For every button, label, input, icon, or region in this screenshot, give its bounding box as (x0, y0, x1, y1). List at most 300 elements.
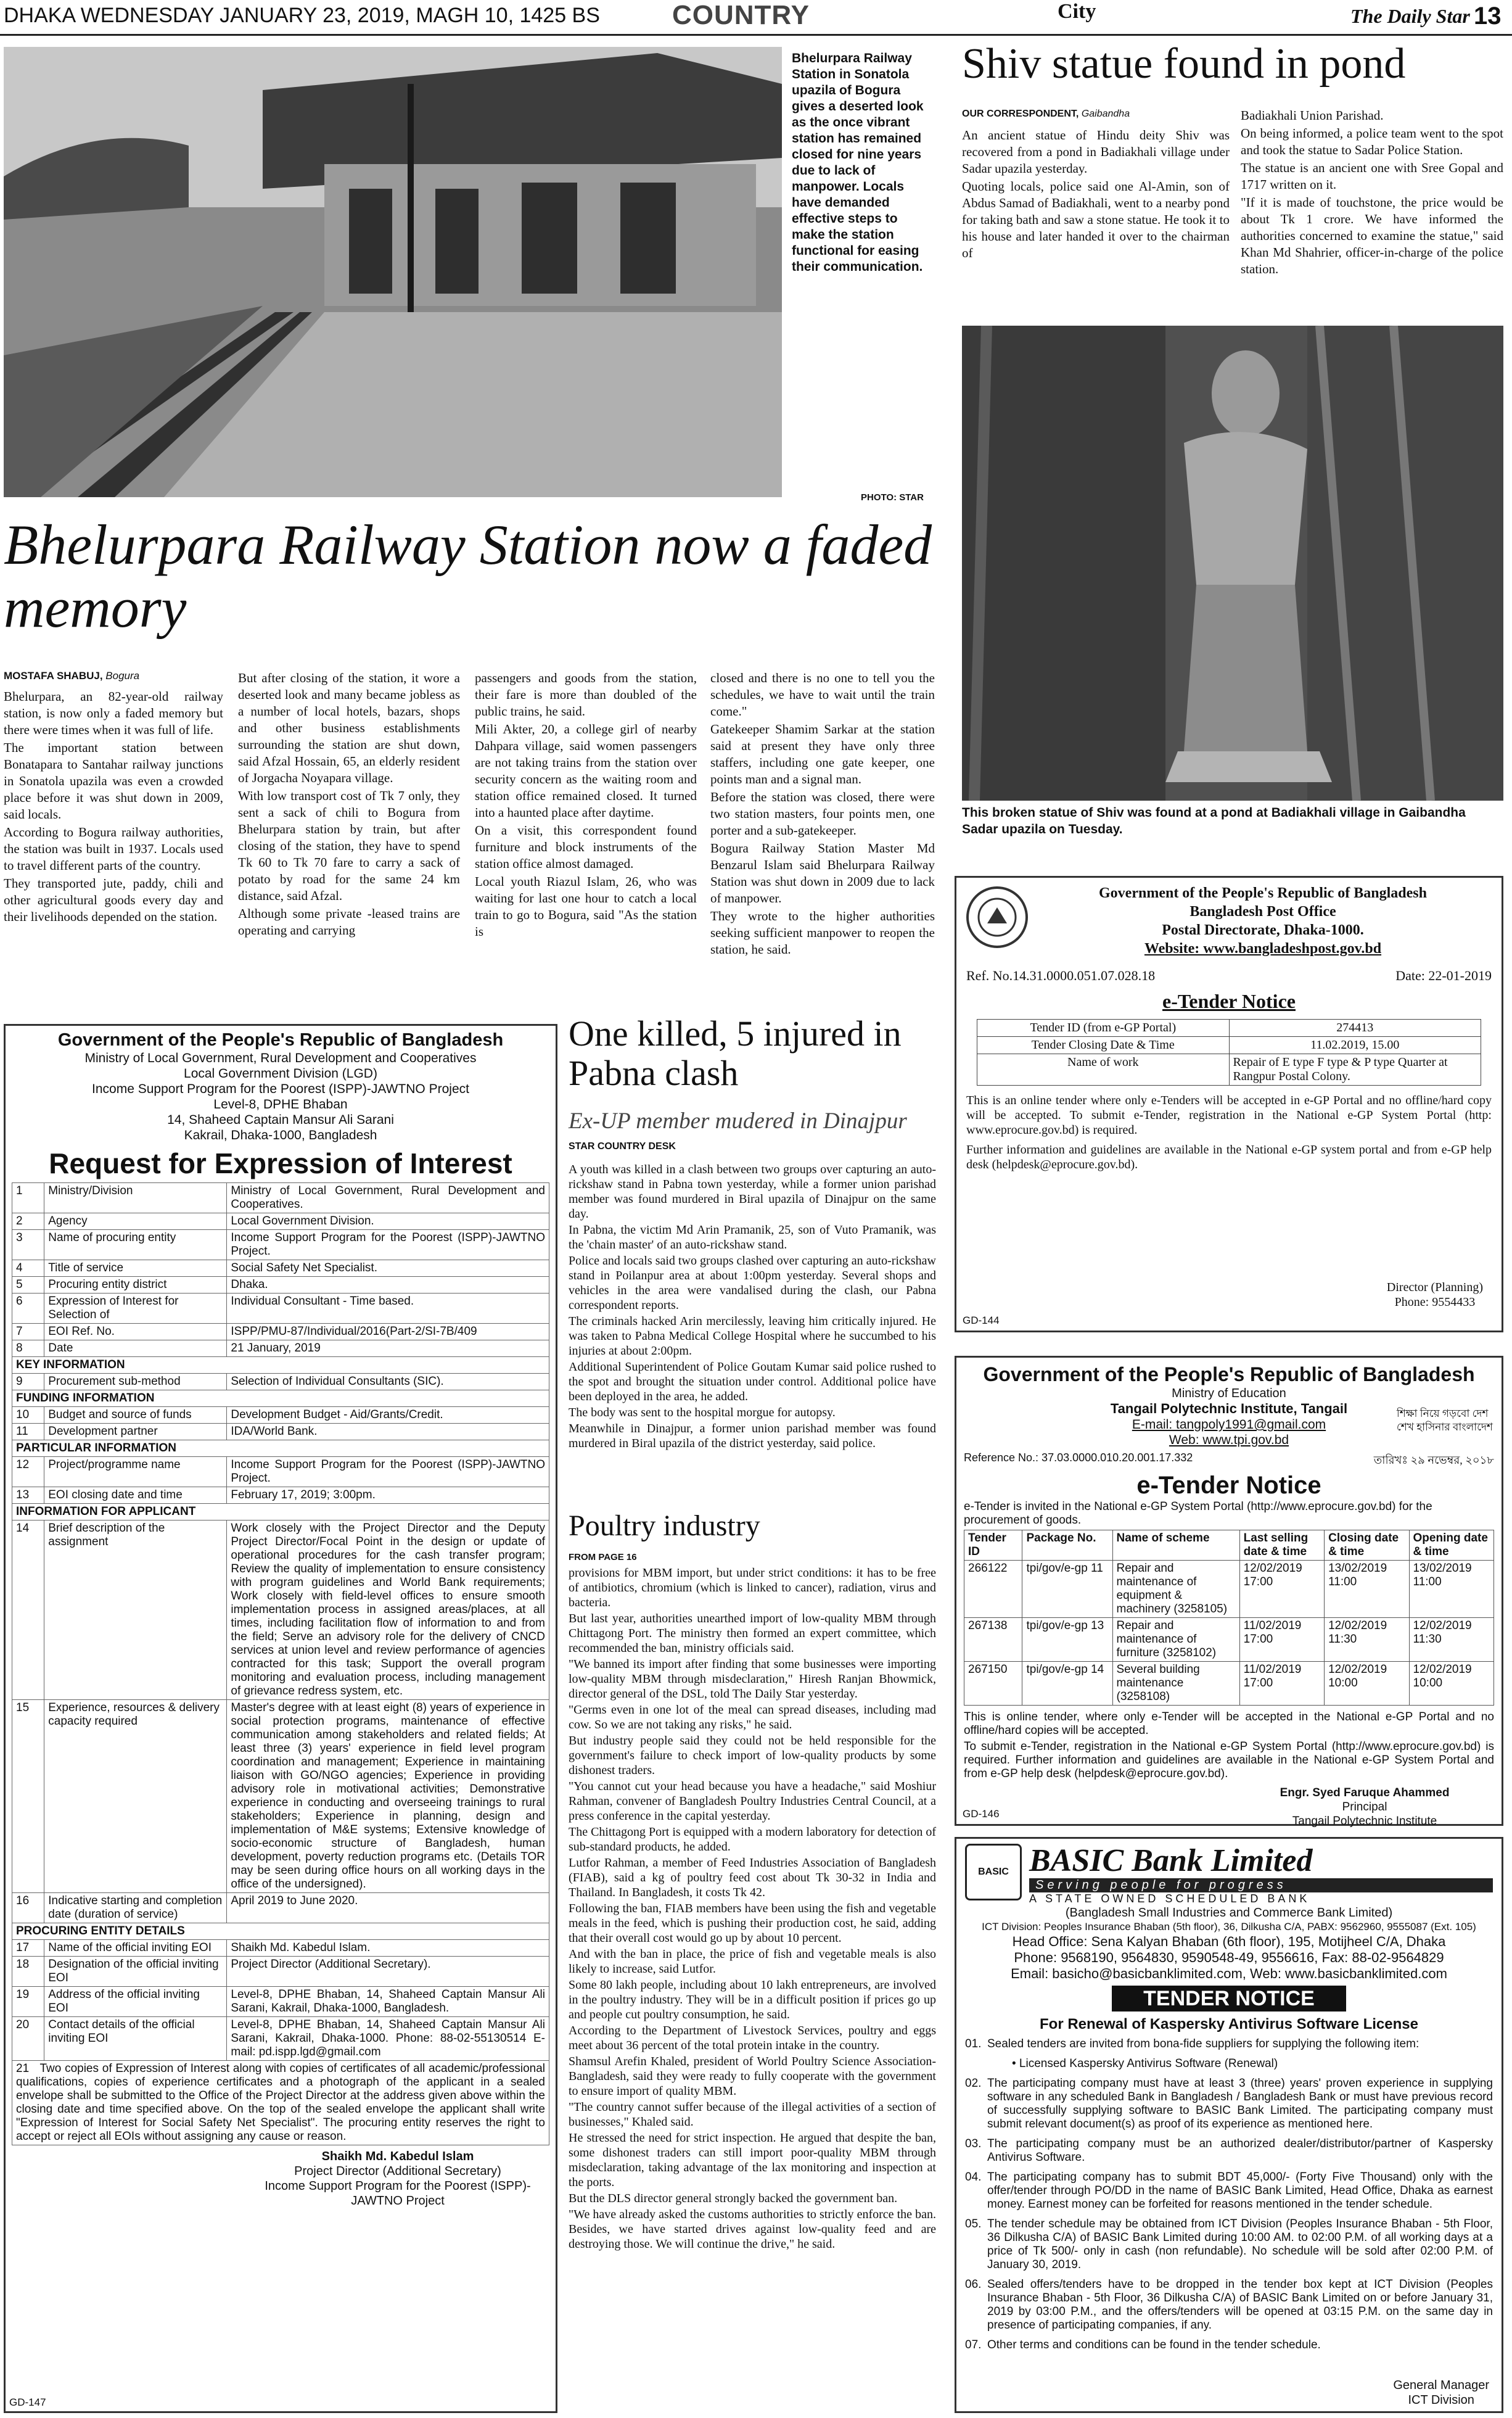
post-title: e-Tender Notice (1162, 990, 1296, 1012)
row-number: 2 (12, 1213, 44, 1230)
table-cell: Several building maintenance (3258108) (1112, 1662, 1239, 1706)
basic-phone: Phone: 9568190, 9564830, 9590548-49, 9556616, Fax: 88-02-9564829 (1014, 1950, 1444, 1965)
address-line: Income Support Program for the Poorest (ISPP)-JAWTNO Project (92, 1082, 469, 1096)
basic-slogan: Serving people for progress (1029, 1878, 1493, 1892)
paragraph: The important station between Bonatapara to Santahar railway junctions in Sonatola upazila was even a crowded place before it was shut down in 2009, said locals. (4, 740, 223, 822)
paragraph: Bhelurpara, an 82-year-old railway station, is now only a faded memory but there were times when it was full of life. (4, 689, 223, 737)
tangail-ref: Reference No.: 37.03.0000.010.20.001.17.332 (964, 1451, 1193, 1464)
table-cell: 12/02/2019 10:00 (1325, 1662, 1409, 1706)
eoi-row (12, 1957, 549, 1987)
signatory-project: Income Support Program for the Poorest (ISPP)-JAWTNO Project (265, 2179, 531, 2208)
table-row (964, 1561, 1494, 1618)
row-value: Development Budget - Aid/Grants/Credit. (227, 1407, 549, 1424)
row-label: Development partner (44, 1424, 227, 1440)
row-label: Procurement sub-method (44, 1374, 227, 1390)
issue-date: DHAKA WEDNESDAY JANUARY 23, 2019, MAGH 10, 1425 BS (4, 4, 600, 27)
row-value: IDA/World Bank. (227, 1424, 549, 1440)
table-cell: tpi/gov/e-gp 11 (1022, 1561, 1112, 1618)
clause-text: The participating company has to submit BDT 45,000/- (Forty Five Thousand) only with the offer/tender through PO/DD in the name of BASIC Bank Limited, Head Office, Dhaka as earnest money. Earnest money can be forfeited for reasons mentioned in the tender schedule. (987, 2171, 1493, 2211)
paragraph: On a visit, this correspondent found furniture and block instruments of the station office almost damaged. (475, 823, 697, 871)
shiv-column-1 (962, 127, 1230, 263)
row-number: 17 (12, 1940, 44, 1957)
eoi-row (12, 1923, 549, 1940)
paragraph: A youth was killed in a clash between two groups over capturing an auto-rickshaw stand in Pabna town yesterday, while a former union parishad member was found murdered in Biral upazila of Dinajpur on the same day. (569, 1163, 936, 1221)
clause-number: 07. (965, 2338, 982, 2351)
eoi-gov-title: Government of the People's Republic of Bangladesh (57, 1030, 504, 1050)
page-number: 13 (1474, 2, 1502, 30)
tender-clause (965, 2278, 1493, 2332)
row-label: EOI closing date and time (44, 1487, 227, 1504)
row-label: Tender Closing Date & Time (977, 1037, 1229, 1054)
row-label: Name of procuring entity (44, 1230, 227, 1260)
tangail-slogan (1397, 1407, 1493, 1434)
tangail-tender (955, 1356, 1503, 1826)
table-cell: 267150 (964, 1662, 1022, 1706)
row-value: Ministry of Local Government, Rural Development and Cooperatives. (227, 1183, 549, 1213)
post-signatory: Director (Planning) (1386, 1281, 1483, 1294)
row-label: Name of the official inviting EOI (44, 1940, 227, 1957)
railway-station-photo (4, 47, 782, 497)
byline-name: MOSTAFA SHABUJ, (4, 670, 103, 682)
paragraph: closed and there is no one to tell you the schedules, we have to wait until the train come." (710, 671, 935, 719)
paragraph: He stressed the need for strict inspection. He argued that despite the ban, some dishonest traders can still import poor-quality MBM through misdeclaration, taking advantage of the lax monitoring and inspection at the ports. (569, 2131, 936, 2189)
paragraph: Some 80 lakh people, including about 10 lakh entrepreneurs, are involved in the poultry industry. They will be in a difficult position if prices go up and people cut poultry consumption, he said. (569, 1978, 936, 2021)
eoi-section-header: KEY INFORMATION (12, 1357, 549, 1374)
post-office-name: Bangladesh Post Office (1189, 904, 1336, 920)
row-number: 16 (12, 1893, 44, 1923)
row-number: 12 (12, 1457, 44, 1487)
tender-clause (965, 2338, 1493, 2352)
table-cell: 12/02/2019 11:30 (1409, 1618, 1494, 1662)
basic-ict: ICT Division: Peoples Insurance Bhaban (5th floor), 36, Dilkusha C/A, PABX: 9562960, 9555087 (Ext. 105) (982, 1921, 1476, 1933)
signatory-name: Shaikh Md. Kabedul Islam (321, 2150, 474, 2163)
table-cell: 12/02/2019 11:30 (1325, 1618, 1409, 1662)
paper-name: The Daily Star (1350, 5, 1470, 27)
paragraph: Additional Superintendent of Police Goutam Kumar said police rushed to the spot and brought the situation under control. Additional police have been deployed in the area, he added. (569, 1360, 936, 1403)
row-value: Individual Consultant - Time based. (227, 1294, 549, 1324)
paragraph: Local youth Riazul Islam, 26, who was waiting for last one hour to catch a local train to go to Bogura, said "As the station is (475, 874, 697, 939)
address-line: Level-8, DPHE Bhaban (213, 1097, 348, 1112)
paragraph: Following the ban, FIAB members have been using the fish and vegetable meals in the feed, which is pushing their production cost, he said, adding that their overall cost would go up by about 10 percent. (569, 1902, 936, 1945)
post-ref: Ref. No.14.31.0000.051.07.028.18 (966, 968, 1156, 983)
paragraph: But after closing of the station, it wore a deserted look and many became jobless as a number of local hotels, bazars, shops and other business establishments surrounding the station are shut down, said Afzal Hossain, 65, an elderly resident of Jorgacha Noyapara village. (238, 671, 460, 785)
eoi-advertisement (4, 1024, 557, 2413)
eoi-row (12, 1700, 549, 1893)
clause-number: 04. (965, 2171, 982, 2184)
paragraph: Bogura Railway Station Master Md Benzarul Islam said Bhelurpara Railway Station was shut down in 2009 due to lack of manpower. (710, 841, 935, 906)
eoi-row (12, 1183, 549, 1213)
sub-section: City (1058, 0, 1096, 23)
eoi-row (12, 1504, 549, 1521)
shiv-headline: Shiv statue found in pond (962, 40, 1406, 88)
clause-number: 01. (965, 2037, 982, 2050)
slogan-line: শেখ হাসিনার বাংলাদেশ (1396, 1421, 1493, 1433)
table-cell: tpi/gov/e-gp 14 (1022, 1662, 1112, 1706)
eoi-section-header: PROCURING ENTITY DETAILS (12, 1923, 549, 1940)
row-label: Address of the official inviting EOI (44, 1987, 227, 2017)
eoi-row (12, 1213, 549, 1230)
row-label: Indicative starting and completion date (duration of service) (44, 1893, 227, 1923)
tangail-tender-table (964, 1530, 1494, 1706)
paragraph: Shamsul Arefin Khaled, president of World Poultry Science Association-Bangladesh, said they were ready to fully cooperate with the government to ensure import of quality MBM. (569, 2055, 936, 2098)
eoi-row (12, 1390, 549, 1407)
row-number: 19 (12, 1987, 44, 2017)
row-number: 10 (12, 1407, 44, 1424)
eoi-section-header: FUNDING INFORMATION (12, 1390, 549, 1407)
paragraph: Mili Akter, 20, a college girl of nearby Dahpara village, said women passengers are not taking trains from the station over security concern as the waiting room and station office remained closed. It turned into a haunted place after daytime. (475, 722, 697, 820)
poultry-jump: FROM PAGE 16 (569, 1552, 637, 1562)
tangail-email: E-mail: tangpoly1991@gmail.com (1132, 1417, 1326, 1432)
table-cell: 11/02/2019 17:00 (1239, 1662, 1324, 1706)
paragraph: The criminals hacked Arin mercilessly, leaving him critically injured. He was taken to Pabna Medical College Hospital where he succumbed to his injuries at about 2:00pm. (569, 1314, 936, 1358)
tender-clause (965, 2137, 1493, 2164)
clause-number: 02. (965, 2077, 982, 2090)
tangail-intro: e-Tender is invited in the National e-GP System Portal (http://www.eprocure.gov.bd) for the procurement of goods. (964, 1500, 1432, 1527)
paragraph: According to the Department of Livestock Services, poultry and eggs meet about 36 percent of the total protein intake in the country. (569, 2024, 936, 2052)
row-number: 3 (12, 1230, 44, 1260)
row-value: Master's degree with at least eight (8) years of experience in social protection programs, maintenance of effective communication among stakeholders and related fields; At least three (3) years' experience in field level program coordination and management; Experience in maintaining liaison with GO/NGO agencies; Experience in providing advisory role in motivational activities; Demonstrative experience in conducting and overseeing trainings to rural stakeholders; Experience in planning, design and implementation of M&E systems; Extensive knowledge of socio-economic structure of Bangladesh, human development, poverty reduction programs etc. (Details TOR may be seen during office hours on all working days in the office of the undersigned). (227, 1700, 549, 1893)
post-tender-table (977, 1019, 1481, 1086)
row-value: Repair of E type F type & P type Quarter at Rangpur Postal Colony. (1229, 1054, 1481, 1086)
row-value: 11.02.2019, 15.00 (1229, 1037, 1481, 1054)
post-phone: Phone: 9554433 (1394, 1295, 1476, 1309)
table-header: Last selling date & time (1239, 1530, 1324, 1561)
clause-text: Other terms and conditions can be found in the tender schedule. (987, 2338, 1321, 2351)
paragraph: But industry people said they could not be held responsible for the government's failure to check import of low-quality products by some dishonest traders. (569, 1734, 936, 1777)
paragraph: "If it is made of touchstone, the price would be about Tk 1 crore. We have informed the authorities concerned to examine the statue," said Khan Md Shahrier, officer-in-charge of the police station. (1241, 195, 1503, 276)
eoi-row (12, 1324, 549, 1340)
row-label: Designation of the official inviting EOI (44, 1957, 227, 1987)
pabna-byline: STAR COUNTRY DESK (569, 1141, 676, 1152)
row-label: Experience, resources & delivery capacity required (44, 1700, 227, 1893)
shiv-byline (962, 109, 1130, 120)
row-label: Expression of Interest for Selection of (44, 1294, 227, 1324)
shiv-column-2 (1241, 107, 1503, 279)
post-para-1: This is an online tender where only e-Tenders will be accepted in e-GP Portal and no offline/hard copy will be accepted. To submit e-Tender, registration in the National e-GP System Portal (http: www.eprocure.gov.bd) is required. (966, 1094, 1492, 1137)
row-text: Two copies of Expression of Interest along with copies of certificates of all academic/professional qualifications, copies of experience certificates and a photograph of the applicant in a sealed envelope shall be submitted to the Office of the Project Director at the address given above within the closing date and time specified above. On the top of the sealed envelope the applicant shall write "Expression of Interest for Social Safety Net Specialist". The procuring entity reserves the right to accept or reject all EOIs without assigning any cause or reason. (16, 2062, 546, 2143)
basic-full-name: (Bangladesh Small Industries and Commerce Bank Limited) (1065, 1906, 1393, 1920)
eoi-row (12, 1521, 549, 1700)
bhelurpara-column-4 (710, 670, 935, 959)
poultry-body (569, 1566, 936, 2253)
basic-header (965, 1844, 1493, 1905)
bhelurpara-column-3 (475, 670, 697, 941)
paragraph: "You cannot cut your head because you have a headache," said Moshiur Rahman, convener of Bangladesh Poultry Industries Central Council, at a press conference in the capital yesterday. (569, 1780, 936, 1823)
clause-number: 05. (965, 2218, 982, 2230)
shiv-statue-photo (962, 326, 1503, 801)
tender-clause (965, 2057, 1493, 2071)
basic-items (965, 2037, 1493, 2352)
paragraph: An ancient statue of Hindu deity Shiv was recovered from a pond in Badiakhali village under Sadar upazila yesterday. (962, 128, 1230, 176)
row-label: Project/programme name (44, 1457, 227, 1487)
eoi-address (12, 1050, 549, 1143)
clause-text: The tender schedule may be obtained from ICT Division (Peoples Insurance Bhaban - 5th Floor, 36 Dilkusha C/A) of BASIC Bank Limited during 10:00 AM. to 02:00 P.M. of all working days at a price of Tk 500/- only in cash (non refundable). No schedule will be sold after 02:00 P.M. of January 30, 2019. (987, 2218, 1493, 2271)
post-para-2: Further information and guidelines are available in the National e-GP system portal and from e-GP help desk (helpdesk@eprocure.gov.bd). (966, 1143, 1492, 1171)
paragraph: Before the station was closed, there were two station masters, four points men, one porter and a sub-gatekeeper. (710, 790, 935, 838)
row-number: 18 (12, 1957, 44, 1987)
address-line: Local Government Division (LGD) (184, 1067, 377, 1081)
basic-state: A STATE OWNED SCHEDULED BANK (1029, 1892, 1310, 1905)
tangail-para-2: To submit e-Tender, registration in the National e-GP System Portal (http://www.eprocure.gov.bd) is required. Further information and guidelines are available in the National e-GP System Portal and from e-GP help desk (helpdesk@eprocure.gov.bd). (964, 1740, 1494, 1780)
table-cell: Repair and maintenance of equipment & machinery (3258105) (1112, 1561, 1239, 1618)
tender-clause (965, 2218, 1493, 2272)
table-row (964, 1662, 1494, 1706)
basic-signature (1393, 2378, 1489, 2408)
table-header: Name of scheme (1112, 1530, 1239, 1561)
paragraph: Police and locals said two groups clashed over capturing an auto-rickshaw stand in Poilanpur area at about 1:00pm yesterday. Several shops and vehicles in the area were vandalised during the clash, our Pabna correspondent reports. (569, 1254, 936, 1312)
paragraph: Lutfor Rahman, a member of Feed Industries Association of Bangladesh (FIAB), said a kg of poultry feed cost about Tk 30-32 in India and Thailand. In Bangladesh, it costs Tk 42. (569, 1856, 936, 1899)
paragraph: Although some private -leased trains are operating and carrying (238, 906, 460, 938)
table-header: Opening date & time (1409, 1530, 1494, 1561)
row-value: Income Support Program for the Poorest (ISPP)-JAWTNO Project. (227, 1230, 549, 1260)
table-cell: 266122 (964, 1561, 1022, 1618)
clause-number: 03. (965, 2137, 982, 2150)
row-number: 20 (12, 2017, 44, 2061)
row-number: 1 (12, 1183, 44, 1213)
tangail-gov: Government of the People's Republic of Bangladesh (983, 1363, 1475, 1385)
paragraph: "The country cannot suffer because of the illegal activities of a section of businesses," Khaled said. (569, 2100, 936, 2129)
eoi-row-21 (12, 2061, 549, 2145)
row-label: Procuring entity district (44, 1277, 227, 1294)
eoi-signature (246, 2149, 549, 2208)
bhelurpara-column-1 (4, 688, 223, 926)
eoi-row (12, 1374, 549, 1390)
tangail-para-1: This is online tender, where only e-Tender will be accepted in the National e-GP Portal and no offline/hard copies will be accepted. (964, 1710, 1494, 1737)
table-cell: 11/02/2019 17:00 (1239, 1618, 1324, 1662)
clause-text: Sealed offers/tenders have to be dropped in the tender box kept at ICT Division (Peoples Insurance Bhaban - 5th Floor, 36 Dilkusha C/A) of BASIC Bank Limited on or before January 31, 2019 by 03:00 P.M., and the offers/tenders will be opened at 03:15 P.M. on the same day in presence of participating companies, if any. (987, 2278, 1493, 2332)
ad-code: GD-144 (963, 1314, 1000, 1326)
post-directorate: Postal Directorate, Dhaka-1000. (1162, 922, 1364, 938)
paragraph: "Germs even in one lot of the meal can spread diseases, including mad cow. So we are not taking any risks," he said. (569, 1703, 936, 1731)
paragraph: They wrote to the higher authorities seeking sufficient manpower to reopen the station, he said. (710, 909, 935, 957)
bhelurpara-column-2 (238, 670, 460, 940)
bhelurpara-headline: Bhelurpara Railway Station now a faded memory (4, 513, 932, 639)
row-number: 13 (12, 1487, 44, 1504)
tangail-signature (1235, 1786, 1494, 1828)
paragraph: And with the ban in place, the price of fish and vegetable meals is also likely to increase, said Lutfor. (569, 1947, 936, 1976)
table-cell: Repair and maintenance of furniture (3258102) (1112, 1618, 1239, 1662)
row-label: Date (44, 1340, 227, 1357)
tender-clause (965, 2037, 1493, 2051)
row-value: April 2019 to June 2020. (227, 1893, 549, 1923)
row-value: Selection of Individual Consultants (SIC). (227, 1374, 549, 1390)
paragraph: The statue is an ancient one with Sree Gopal and 1717 written on it. (1241, 160, 1503, 192)
tangail-date: তারিখঃ ২৯ নভেম্বর, ২০১৮ (1373, 1454, 1494, 1466)
basic-division: ICT Division (1408, 2393, 1474, 2407)
row-value: 274413 (1229, 1020, 1481, 1037)
railway-photo-caption: Bhelurpara Railway Station in Sonatola upazila of Bogura gives a deserted look as the once vibrant station has remained closed for nine years due to lack of manpower. Locals have demanded effective steps to make the station functional for easing their communication. (792, 51, 924, 274)
eoi-row (12, 1424, 549, 1440)
paragraph: They transported jute, paddy, chili and other agricultural goods every day and their livelihoods depended on the station. (4, 876, 223, 924)
paragraph: passengers and goods from the station, their fare is more than doubled of the public trains, he said. (475, 671, 697, 719)
slogan-line: শিক্ষা নিয়ে গড়বো দেশ (1396, 1408, 1489, 1419)
eoi-table (12, 1182, 549, 2061)
byline-name: OUR CORRESPONDENT, (962, 109, 1079, 119)
table-cell: 13/02/2019 11:00 (1325, 1561, 1409, 1618)
tangail-designation: Principal (1342, 1801, 1387, 1814)
row-value: Work closely with the Project Director and the Deputy Project Director/Focal Point in the design or update of operational procedures for the cash transfer program; Review the quality of implementation to ensure consistency with program guidelines and World Bank requirements; Work closely with field-level offices to ensure smooth implementation process in assigned areas/places, at all times, including facilitation flow of information to and from the field; Serve an advisory role for the delivery of CNCD services at union level and review performance of agencies contracted for this task; Support the overall program monitoring and evaluation process, including management of grievance redress system, etc. (227, 1521, 549, 1700)
paragraph: Quoting locals, police said one Al-Amin, son of Abdus Samad of Badiakhali, went to a nearby pond for taking bath and saw a stone statue. He took it to his house and later handed it over to the chairman of (962, 179, 1230, 260)
eoi-title: Request for Expression of Interest (49, 1147, 512, 1179)
post-table-row (977, 1054, 1481, 1086)
railway-photo-illustration (4, 47, 782, 497)
table-cell: tpi/gov/e-gp 13 (1022, 1618, 1112, 1662)
tangail-title: e-Tender Notice (1136, 1472, 1321, 1499)
row-label: Contact details of the official inviting EOI (44, 2017, 227, 2061)
eoi-row (12, 1277, 549, 1294)
row-value: Level-8, DPHE Bhaban, 14, Shaheed Captain Mansur Ali Sarani, Kakrail, Dhaka-1000, Bangladesh. (227, 1987, 549, 2017)
paragraph: According to Bogura railway authorities, the station was built in 1937. Locals used to travel different parts of the country. (4, 825, 223, 873)
row-label: Title of service (44, 1260, 227, 1277)
post-table-row (977, 1037, 1481, 1054)
row-value: Shaikh Md. Kabedul Islam. (227, 1940, 549, 1957)
row-value: Project Director (Additional Secretary). (227, 1957, 549, 1987)
basic-bank-tender (955, 1837, 1503, 2413)
row-label: Brief description of the assignment (44, 1521, 227, 1700)
paragraph: provisions for MBM import, but under strict conditions: it has to be free of antibiotics, chromium (which is linked to cancer), radiation, virus and bacteria. (569, 1566, 936, 1609)
shiv-photo-caption: This broken statue of Shiv was found at a pond at Badiakhali village in Gaibandha Sadar upazila on Tuesday. (962, 806, 1466, 836)
row-number: 11 (12, 1424, 44, 1440)
table-cell: 267138 (964, 1618, 1022, 1662)
table-header: Tender ID (964, 1530, 1022, 1561)
row-value: ISPP/PMU-87/Individual/2016(Part-2/SI-7B/409 (227, 1324, 549, 1340)
paragraph: Badiakhali Union Parishad. (1241, 108, 1384, 123)
basic-head-office: Head Office: Sena Kalyan Bhaban (6th floor), 195, Motijheel C/A, Dhaka (1012, 1934, 1446, 1949)
post-office-logo-icon (966, 886, 1028, 948)
row-value: Level-8, DPHE Bhaban, 14, Shaheed Captain Mansur Ali Sarani, Kakrail, Dhaka-1000. Phone: 88-02-55130514 E-mail: pd.ispp.lgd@gmail.com (227, 2017, 549, 2061)
table-cell: 12/02/2019 17:00 (1239, 1561, 1324, 1618)
address-line: 14, Shaheed Captain Mansur Ali Sarani (167, 1113, 394, 1127)
tender-clause (965, 2171, 1493, 2211)
basic-tender-title: TENDER NOTICE (1112, 1986, 1346, 2012)
ad-code: GD-147 (9, 2396, 46, 2408)
clause-text: The participating company must have at least 3 (three) years' proven experience in supplying software in any scheduled Bank in Bangladesh / Bangladesh Bank or must have previous record of successfully supplying software to BASIC Bank Limited. The participating company must submit relevant document(s) as proof of its experience as mentioned here. (987, 2077, 1493, 2131)
paragraph: With low transport cost of Tk 7 only, they sent a sack of chili to Bogura from Bhelurpara station by train, but after closing of the station, they have to spend Tk 60 to Tk 70 fare to carry a sack of potato by road for the same 24 km distance, said Afzal. (238, 788, 460, 903)
row-value: Local Government Division. (227, 1213, 549, 1230)
eoi-row (12, 1893, 549, 1923)
post-gov: Government of the People's Republic of Bangladesh (1099, 885, 1427, 901)
row-number: 5 (12, 1277, 44, 1294)
post-signature (1387, 1280, 1483, 1310)
row-label: EOI Ref. No. (44, 1324, 227, 1340)
clause-text: The participating company must be an authorized dealer/distributor/partner of Kaspersky Antivirus Software. (987, 2137, 1493, 2164)
eoi-row (12, 1340, 549, 1357)
row-number: 14 (12, 1521, 44, 1700)
address-line: Kakrail, Dhaka-1000, Bangladesh (184, 1128, 377, 1142)
row-value: Social Safety Net Specialist. (227, 1260, 549, 1277)
row-label: Name of work (977, 1054, 1229, 1086)
row-number: 6 (12, 1294, 44, 1324)
statue-photo-illustration (962, 326, 1503, 801)
eoi-row (12, 1357, 549, 1374)
paragraph: Gatekeeper Shamim Sarkar at the station said at present they have only three staffers, including one gate keeper, one points man and a signal man. (710, 722, 935, 786)
basic-email: Email: basicho@basicbanklimited.com, Web: www.basicbanklimited.com (1011, 1966, 1447, 1981)
row-label: Tender ID (from e-GP Portal) (977, 1020, 1229, 1037)
eoi-row (12, 1440, 549, 1457)
eoi-row (12, 1407, 549, 1424)
clause-text: Sealed tenders are invited from bona-fide suppliers for supplying the following item: (987, 2037, 1420, 2050)
paragraph: But the DLS director general strongly backed the government ban. (569, 2192, 898, 2205)
paragraph: The Chittagong Port is equipped with a modern laboratory for detection of sub-standard products, he added. (569, 1825, 936, 1854)
row-number: 7 (12, 1324, 44, 1340)
post-office-tender (955, 876, 1503, 1332)
eoi-row (12, 1987, 549, 2017)
row-number: 15 (12, 1700, 44, 1893)
eoi-row (12, 1487, 549, 1504)
row-label: Budget and source of funds (44, 1407, 227, 1424)
basic-logo-icon: BASIC (965, 1844, 1022, 1900)
row-value: February 17, 2019; 3:00pm. (227, 1487, 549, 1504)
tender-clause (965, 2077, 1493, 2131)
pabna-subhead: Ex-UP member mudered in Dinajpur (569, 1108, 907, 1134)
clause-text: • Licensed Kaspersky Antivirus Software (Renewal) (1012, 2057, 1278, 2070)
row-value: 21 January, 2019 (227, 1340, 549, 1357)
basic-tender-for: For Renewal of Kaspersky Antivirus Software License (1040, 2016, 1418, 2032)
address-line: Ministry of Local Government, Rural Development and Cooperatives (84, 1051, 477, 1065)
post-website: Website: www.bangladeshpost.gov.bd (1144, 941, 1382, 957)
tangail-web: Web: www.tpi.gov.bd (1169, 1433, 1289, 1447)
table-row (964, 1618, 1494, 1662)
paragraph: "We have already asked the customs authorities to strictly enforce the ban. Besides, we have started drives against low-quality feed and are destroying those. We will continue the drive," he said. (569, 2208, 936, 2251)
tangail-institution: Tangail Polytechnic Institute (1292, 1815, 1437, 1828)
row-value: Income Support Program for the Poorest (ISPP)-JAWTNO Project. (227, 1457, 549, 1487)
eoi-row (12, 1230, 549, 1260)
basic-signatory: General Manager (1393, 2379, 1489, 2392)
bhelurpara-byline (4, 670, 139, 682)
row-number: 4 (12, 1260, 44, 1277)
clause-number: 06. (965, 2278, 982, 2291)
section-name: COUNTRY (672, 0, 810, 30)
paragraph: "We banned its import after finding that some businesses were importing low-quality MBM through misdeclaration," Hiresh Ranjan Bhowmick, director general of the DSL, told The Daily Star yesterday. (569, 1657, 936, 1701)
eoi-row (12, 1457, 549, 1487)
post-header (1034, 884, 1492, 958)
table-header: Package No. (1022, 1530, 1112, 1561)
masthead (0, 0, 1512, 36)
paragraph: Meanwhile in Dinajpur, a former union parishad member was found murdered in Biral upazila of the district yesterday, said police. (569, 1422, 936, 1450)
basic-bank-name: BASIC Bank Limited (1029, 1843, 1313, 1878)
signatory-designation: Project Director (Additional Secretary) (294, 2164, 501, 2178)
post-table-row (977, 1020, 1481, 1037)
row-label: Agency (44, 1213, 227, 1230)
pabna-body (569, 1162, 936, 1452)
row-number: 9 (12, 1374, 44, 1390)
paragraph: But last year, authorities unearthed import of low-quality MBM through Chittagong Port. The ministry then formed an expert committee, which recommended the ban, ministry officials said. (569, 1612, 936, 1655)
paragraph: The body was sent to the hospital morgue for autopsy. (569, 1406, 836, 1419)
tangail-ref-row (964, 1451, 1494, 1471)
clause-number (965, 2057, 987, 2071)
paragraph: In Pabna, the victim Md Arin Pramanik, 25, son of Vuto Pramanik, was the 'chain master' of an auto-rickshaw stand. (569, 1223, 936, 1252)
eoi-row (12, 2017, 549, 2061)
eoi-row (12, 1940, 549, 1957)
eoi-row (12, 1294, 549, 1324)
eoi-section-header: PARTICULAR INFORMATION (12, 1440, 549, 1457)
table-cell: 12/02/2019 10:00 (1409, 1662, 1494, 1706)
row-number: 21 (16, 2062, 30, 2075)
pabna-headline: One killed, 5 injured in Pabna clash (569, 1013, 902, 1093)
post-date: Date: 22-01-2019 (1395, 968, 1492, 983)
paragraph: On being informed, a police team went to the spot and took the statue to Sadar Police Station. (1241, 126, 1503, 157)
eoi-row (12, 1260, 549, 1277)
poultry-headline: Poultry industry (569, 1509, 760, 1542)
byline-place: Bogura (105, 670, 140, 682)
byline-place: Gaibandha (1081, 109, 1130, 119)
eoi-section-header: INFORMATION FOR APPLICANT (12, 1504, 549, 1521)
tangail-signatory: Engr. Syed Faruque Ahammed (1280, 1786, 1450, 1799)
row-number: 8 (12, 1340, 44, 1357)
table-cell: 13/02/2019 11:00 (1409, 1561, 1494, 1618)
row-value: Dhaka. (227, 1277, 549, 1294)
table-header: Closing date & time (1325, 1530, 1409, 1561)
